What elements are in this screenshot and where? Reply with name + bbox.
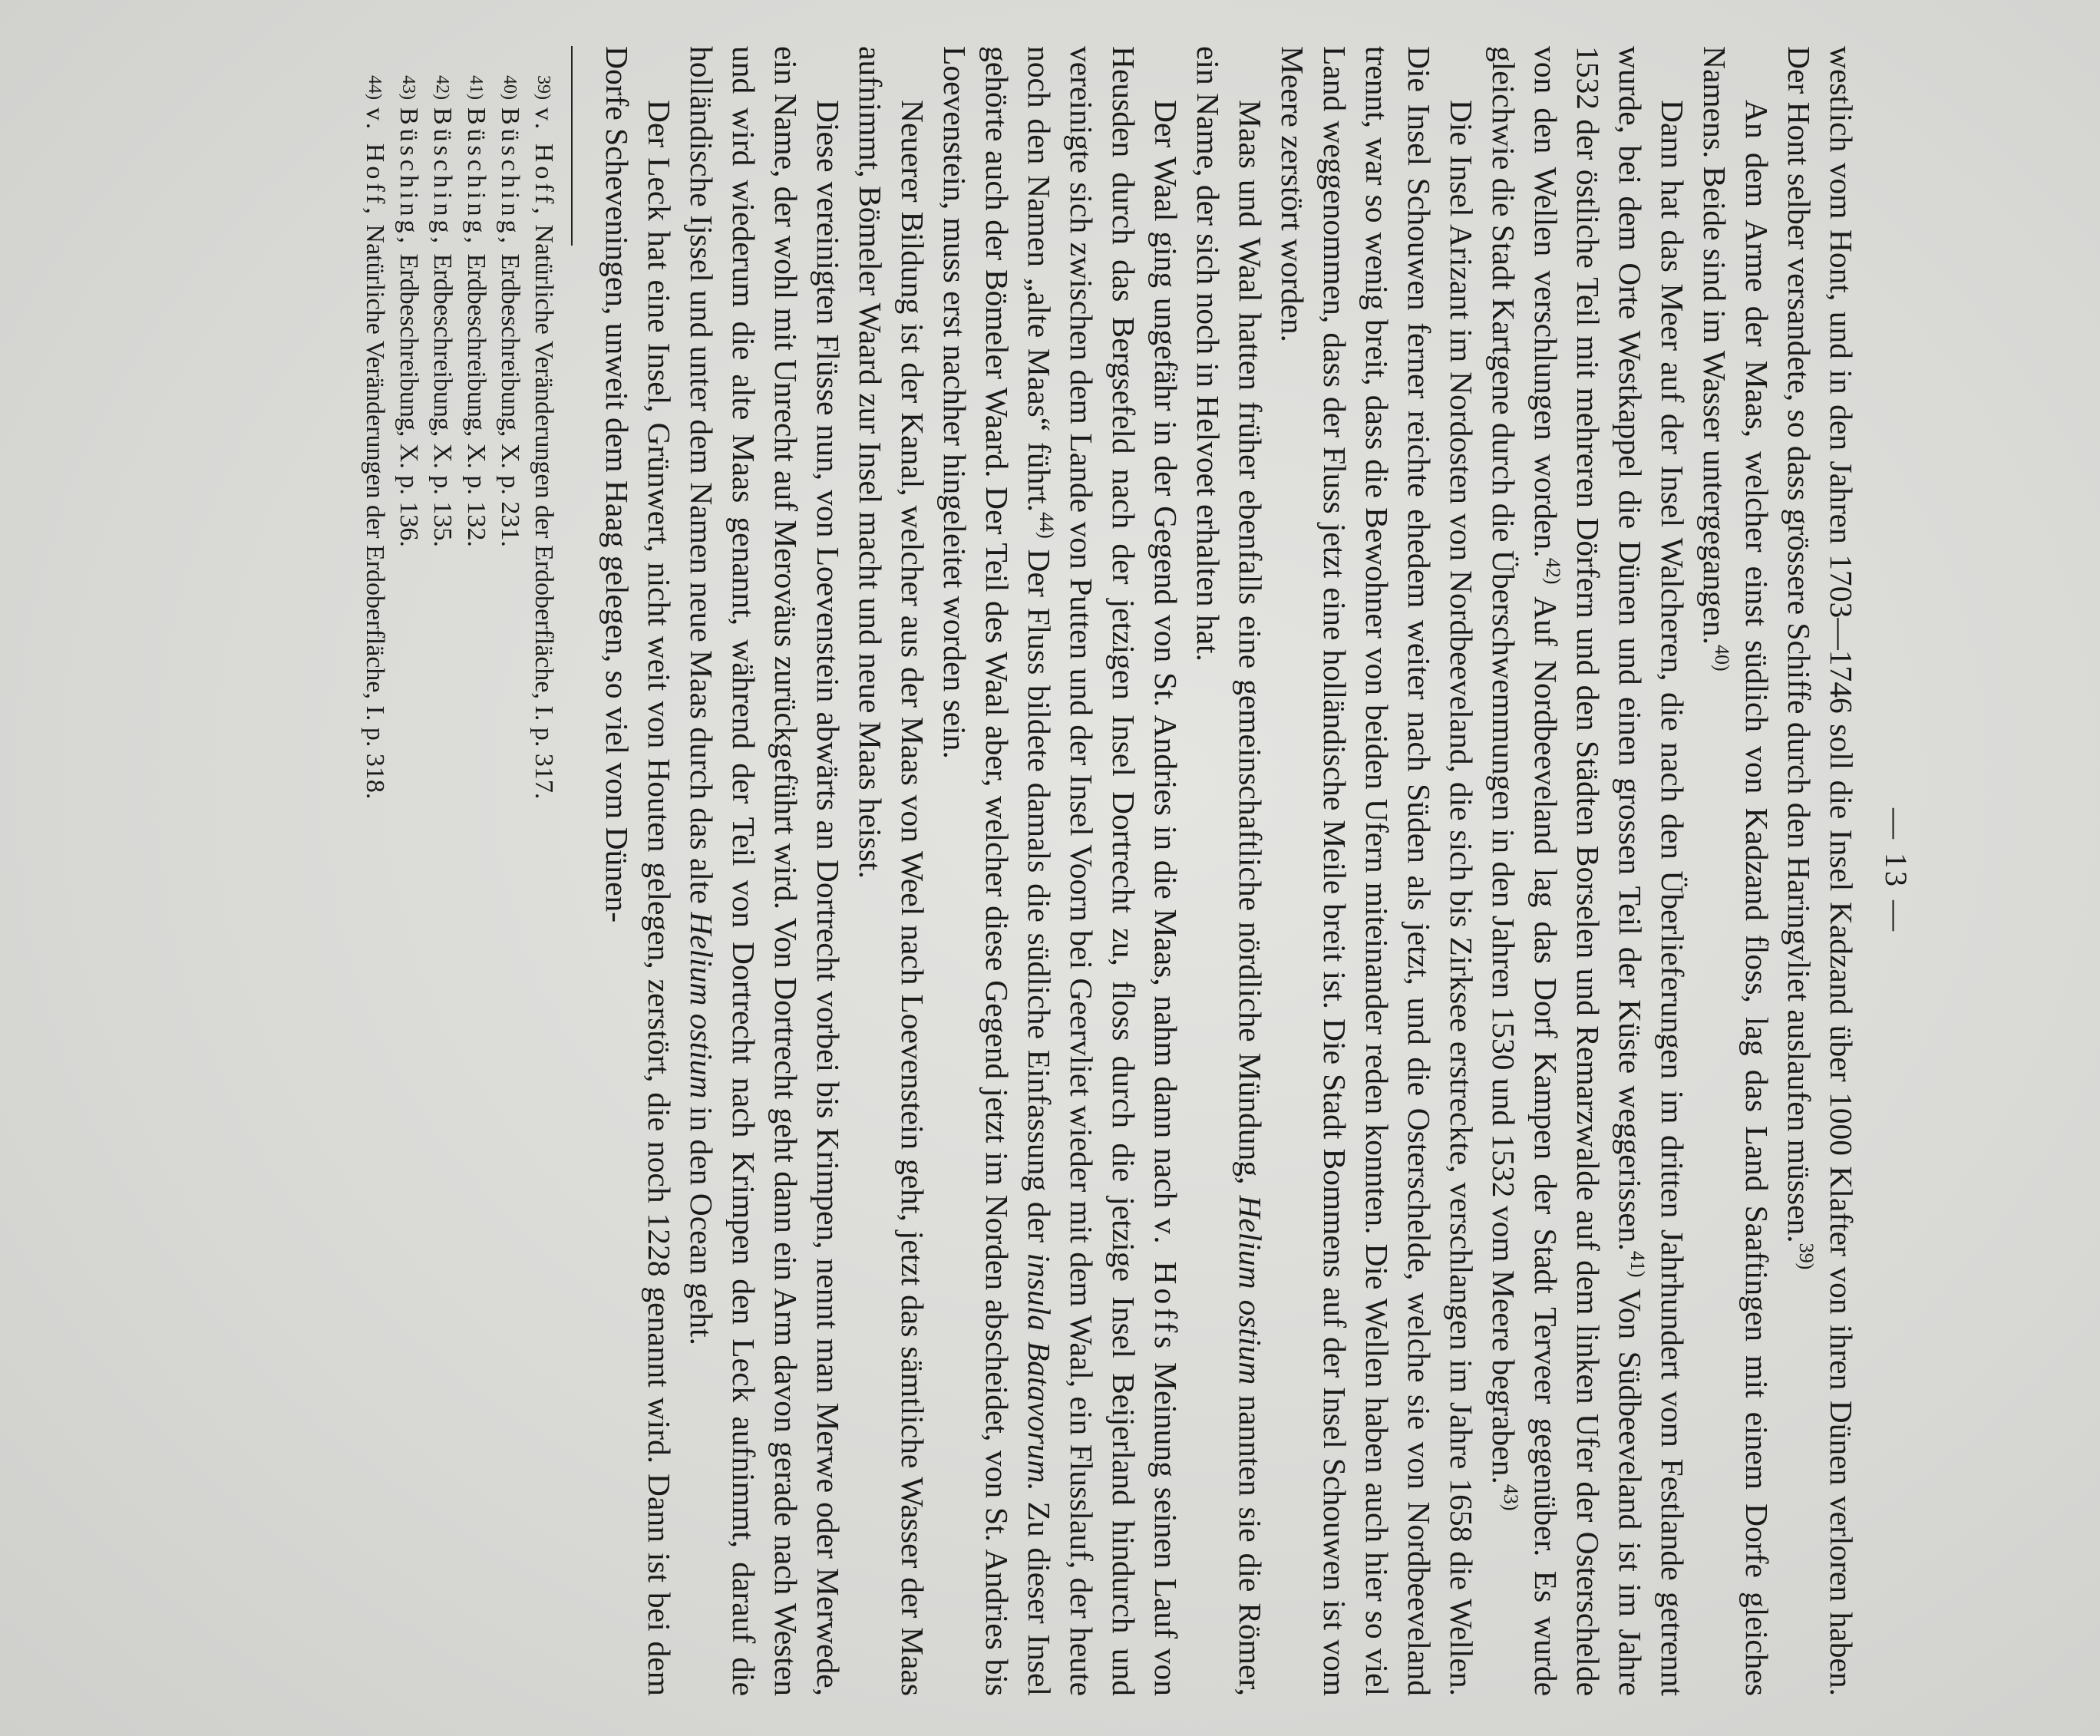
page-content bbox=[361, 46, 1914, 1696]
footnote: 44) v. Hoff, Natürliche Veränderungen der Erdoberfläche, I. p. 318. bbox=[361, 75, 389, 800]
footnote: 42) Büsching, Erdbeschreibung, X. p. 135. bbox=[428, 75, 457, 547]
paragraph: Der Waal ging ungefähr in der Gegend von St. Andries in die Maas, nahm dann nach v. Hoffs Meinung seinen Lauf von Heusden durch das Bergsefeld nach der jetzigen Insel Dortrecht zu, floss durch die jetzige Insel Beijerland hindurch und vereinigte sich zwischen dem Lande von Putten und der Insel Voorn bei Geervliet wieder mit dem Waal, ein Flusslauf, der heute noch den Namen „alte Maas“ führt.$^{44)}$ Der Fluss bildete damals die südliche Einfassung der insula Batavorum. Zu dieser Insel gehörte auch der Bömeler Waard. Der Teil des Waal aber, welcher diese Gegend jetzt im Norden abscheidet, von St. Andries bis Loevenstein, muss erst nachher hingeleitet worden sein. bbox=[937, 46, 1184, 1696]
footnote: 40) Büsching, Erdbeschreibung, X. p. 231. bbox=[496, 75, 524, 547]
footnote: 41) Büsching, Erdbeschreibung, X. p. 132. bbox=[462, 75, 490, 547]
paragraph: Diese vereinigten Flüsse nun, von Loevenstein abwärts an Dortrecht vorbei bis Krimpen, nennt man Merwe oder Merwede, ein Name, der wohl mit Unrecht auf Meroväus zurückgeführt wird. Von Dortrecht geht dann ein Arm davon gerade nach Westen und wird wiederum die alte Maas genannt, während der Teil von Dortrecht nach Krimpen den Leck aufnimmt, darauf die holländische Ijssel und unter dem Namen neue Maas durch das alte Helium ostium in den Ocean geht. bbox=[684, 46, 846, 1696]
footnote: 43) Büsching, Erdbeschreibung, X. p. 136. bbox=[395, 75, 423, 547]
paragraph: Der Leck hat eine Insel, Grünwert, nicht weit von Houten gelegen, zerstört, die noch 1228 genannt wird. Dann ist bei dem Dorfe Scheveningen, unweit dem Haag gelegen, so viel vom Dünen- bbox=[599, 46, 677, 1696]
footnote: 39) v. Hoff, Natürliche Veränderungen der Erdoberfläche, I. p. 317. bbox=[530, 75, 558, 800]
paragraph: An dem Arme der Maas, welcher einst südlich von Kadzand floss, lag das Land Saaftingen mit einem Dorfe gleiches Namens. Beide sind im Wasser untergegangen.$^{40)}$ bbox=[1697, 46, 1775, 1696]
paragraph: Dann hat das Meer auf der Insel Walcheren, die nach den Überlieferungen im dritten Jahrhundert vom Festlande getrennt wurde, bei dem Orte Westkappel die Dünen und einen grossen Teil der Küste weggerissen.$^{41)}$ Von Südbeeveland ist im Jahre 1532 der östliche Teil mit mehreren Dörfern und den Städten Borselen und Remarzwalde auf dem linken Ufer der Osterschelde von den Wellen verschlungen worden.$^{42)}$ Auf Nordbeeveland lag das Dorf Kampen der Stadt Terveer gegenüber. Es wurde gleichwie die Stadt Kartgene durch die Überschwemmungen in den Jahren 1530 und 1532 vom Meere begraben.$^{43)}$ bbox=[1486, 46, 1690, 1696]
paragraph: Die Insel Arizant im Nordosten von Nordbeeveland, die sich bis Zirksee erstreckte, verschlangen im Jahre 1658 die Wellen. Die Insel Schouwen ferner reichte ehedem weiter nach Süden als jetzt, und die Osterschelde, welche sie von Nordbeeveland trennt, war so wenig breit, dass die Bewohner von beiden Ufern miteinander reden konnten. Die Wellen haben auch hier so viel Land weggenommen, dass der Fluss jetzt eine holländische Meile breit ist. Die Stadt Bommens auf der Insel Schouwen ist vom Meere zerstört worden. bbox=[1275, 46, 1479, 1696]
footnotes bbox=[358, 46, 560, 1696]
paragraph: westlich vom Hont, und in den Jahren 1703—1746 soll die Insel Kadzand über 1000 Klafter von ihren Dünen verloren haben. Der Hont selber versandete, so dass grössere Schiffe durch den Haringvliet auslaufen müssen.$^{39)}$ bbox=[1781, 46, 1859, 1696]
footnote-divider bbox=[571, 46, 573, 246]
paragraph: Neuerer Bildung ist der Kanal, welcher aus der Maas von Weel nach Loevenstein geht, jetzt das sämtliche Wasser der Maas aufnimmt, Bömeler Waard zur Insel macht und neue Maas heisst. bbox=[853, 46, 930, 1696]
body-text bbox=[596, 46, 1862, 1696]
page-number: — 13 — bbox=[1879, 808, 1913, 934]
paragraph: Maas und Waal hatten früher ebenfalls eine gemeinschaftliche nördliche Mündung, Helium ostium nannten sie die Römer, ein Name, der sich noch in Helvoet erhalten hat. bbox=[1190, 46, 1268, 1696]
